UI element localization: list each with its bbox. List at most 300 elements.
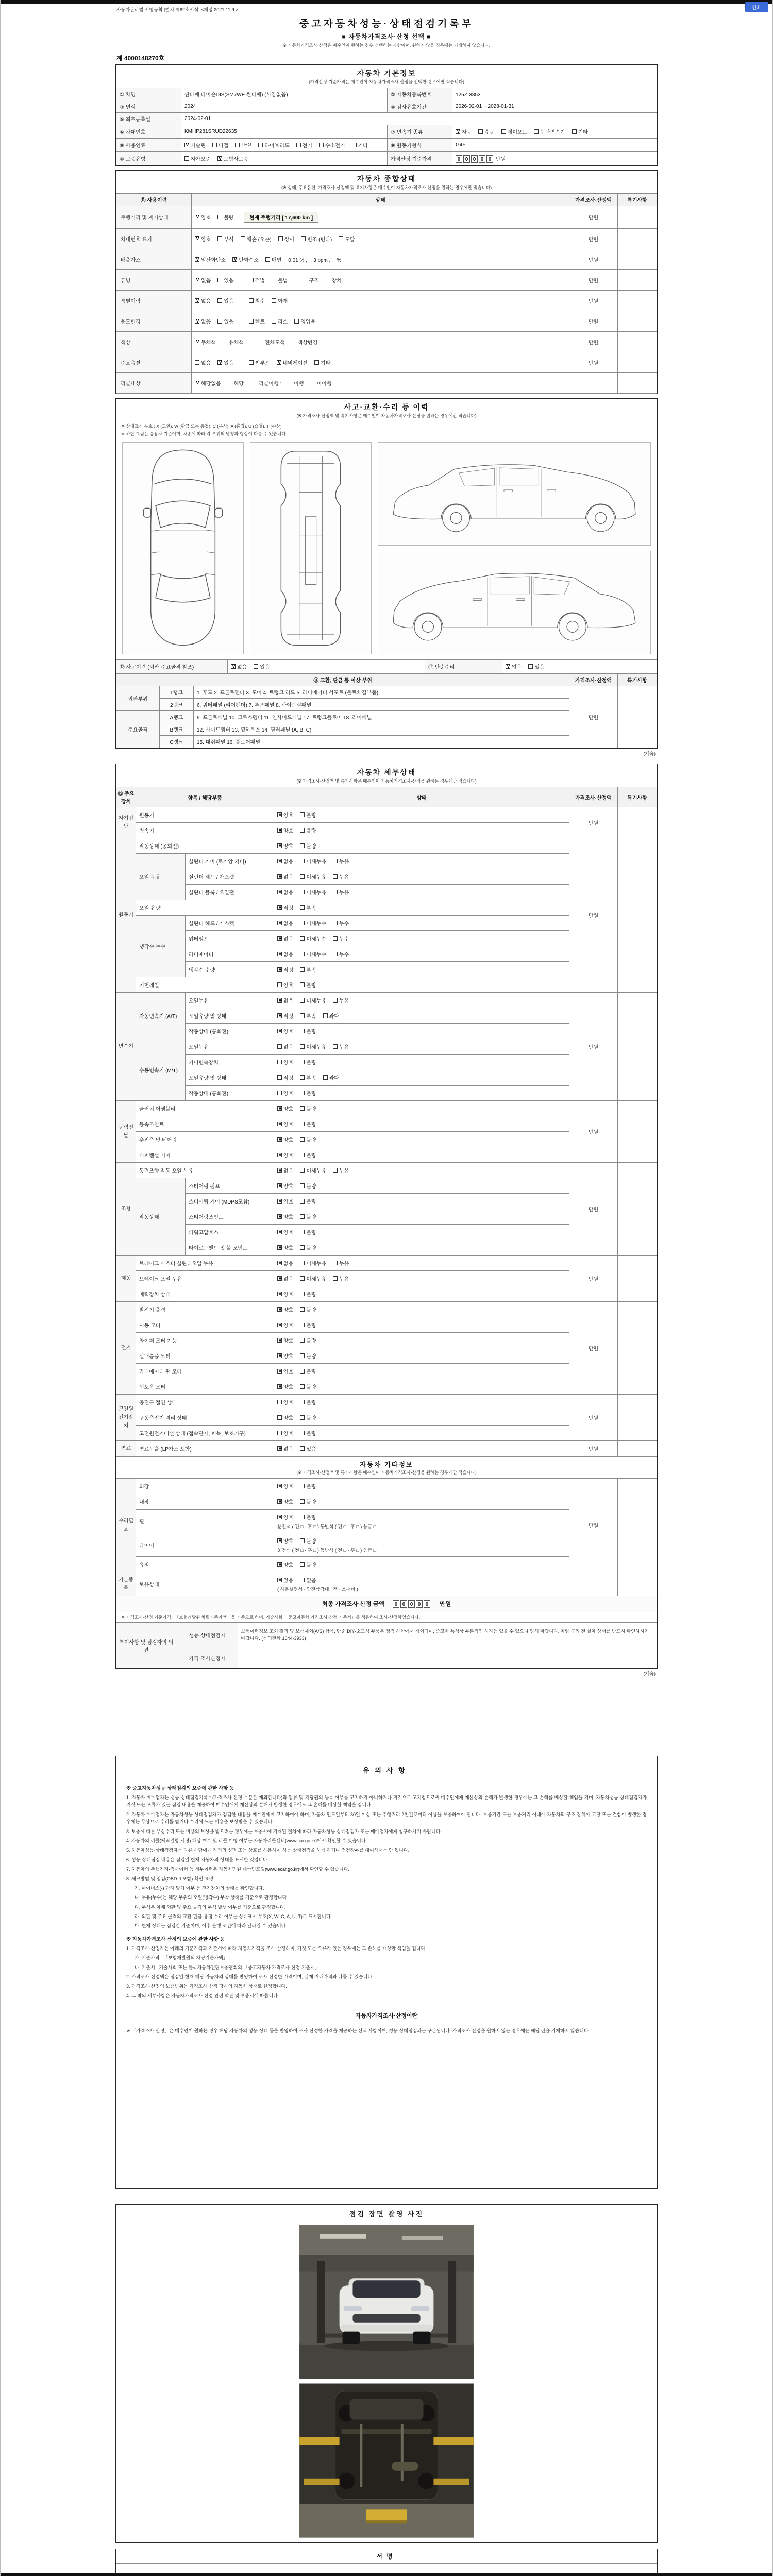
page-edge-bottom	[1, 2573, 772, 2576]
checkbox-option[interactable]	[300, 1306, 316, 1313]
item-label: 작동상태 (공회전)	[186, 1024, 274, 1039]
checkbox-option[interactable]	[277, 1290, 293, 1298]
checkbox-option[interactable]	[300, 965, 316, 973]
checkbox-option[interactable]	[195, 359, 211, 366]
checkbox-option[interactable]	[300, 1259, 326, 1267]
checkbox-icon	[300, 1353, 305, 1358]
status-cell	[274, 1101, 569, 1116]
checkbox-option[interactable]	[277, 1259, 293, 1267]
checkbox-option[interactable]	[506, 663, 522, 670]
checkbox-option[interactable]	[249, 359, 270, 366]
checkbox-icon	[249, 278, 254, 282]
checkbox-option[interactable]	[217, 155, 248, 162]
checkbox-option[interactable]	[212, 141, 228, 149]
price-digit: 0	[424, 1600, 430, 1608]
option-label: 전체도색	[264, 340, 285, 346]
checkbox-option[interactable]	[231, 663, 247, 670]
checkbox-option[interactable]	[300, 1336, 316, 1344]
checkbox-option[interactable]	[300, 1482, 316, 1490]
checkbox-option[interactable]	[300, 1429, 316, 1437]
checkbox-option[interactable]	[277, 996, 293, 1004]
checkbox-option[interactable]	[277, 1151, 293, 1159]
checkbox-option[interactable]	[300, 811, 316, 819]
table-header-row	[116, 787, 657, 807]
checkbox-option[interactable]	[217, 235, 233, 243]
option-label: 훼손 (오손)	[246, 237, 272, 243]
checkbox-option[interactable]	[300, 935, 326, 942]
option-label: 미세누수	[306, 952, 326, 958]
checkbox-option[interactable]	[572, 128, 588, 135]
checkbox-option[interactable]	[195, 235, 211, 243]
usage-history-label: 차대번호 표기	[116, 229, 192, 249]
checkbox-option[interactable]	[277, 888, 293, 896]
notice-paragraph: 2. 가격조사·산정액은 점검일 현재 해당 자동차의 상태를 반영하여 조사·산정한 가격이며, 실제 거래가격과 다를 수 있습니다.	[126, 1974, 374, 1980]
registration-number-value: 125거3853	[452, 88, 657, 100]
checkbox-option[interactable]	[300, 1197, 316, 1205]
option-label: 미세누수	[306, 937, 326, 942]
table-row	[116, 1302, 657, 1317]
checkbox-option[interactable]	[300, 1513, 316, 1521]
option-label: 불량	[306, 1385, 316, 1391]
checkbox-option[interactable]	[300, 1398, 316, 1406]
option-label: 없음	[201, 361, 211, 366]
checkbox-option[interactable]	[277, 919, 293, 927]
exchange-header: ⑭ 교환, 판금 등 이상 부위	[116, 674, 569, 686]
checkbox-option[interactable]	[277, 1197, 293, 1205]
checkbox-option[interactable]	[300, 1321, 316, 1329]
checkbox-icon	[195, 319, 199, 324]
option-label: 기타	[358, 143, 368, 149]
checkbox-option[interactable]	[456, 128, 472, 135]
checkbox-option[interactable]	[223, 338, 244, 346]
checkbox-icon	[300, 1400, 305, 1404]
car-side-view-right-diagram	[383, 557, 646, 649]
checkbox-option[interactable]	[254, 663, 270, 670]
option-label: 불량	[306, 1431, 316, 1437]
checkbox-option[interactable]	[300, 1352, 316, 1360]
item-label: 배력장치 상태	[136, 1286, 274, 1302]
checkbox-option[interactable]	[277, 873, 293, 880]
option-label: 불량	[306, 1107, 316, 1112]
checkbox-option[interactable]	[272, 276, 288, 284]
status-cell	[274, 1132, 569, 1147]
checkbox-option[interactable]	[272, 317, 288, 325]
checkbox-option[interactable]	[277, 1275, 293, 1282]
checkbox-option[interactable]	[232, 256, 259, 263]
checkbox-option[interactable]	[300, 1166, 326, 1174]
remark-cell	[618, 1441, 657, 1456]
checkbox-option[interactable]	[277, 857, 293, 865]
checkbox-option[interactable]	[277, 1398, 293, 1406]
checkbox-icon	[300, 1214, 305, 1219]
price-cell: 만원	[569, 807, 618, 838]
checkbox-option[interactable]	[300, 1182, 316, 1190]
checkbox-option[interactable]	[333, 857, 349, 865]
checkbox-option[interactable]	[249, 317, 265, 325]
checkbox-option[interactable]	[501, 128, 528, 135]
table-row	[116, 100, 657, 113]
checkbox-option[interactable]	[294, 317, 315, 325]
checkbox-option[interactable]	[195, 256, 226, 263]
option-label: 있음	[283, 1578, 294, 1584]
checkbox-option[interactable]	[184, 141, 206, 149]
checkbox-icon	[217, 278, 222, 282]
checkbox-option[interactable]	[300, 1074, 316, 1081]
checkbox-option[interactable]	[300, 1228, 316, 1236]
device-group-label: 자기진단	[116, 807, 136, 838]
accident-history-section	[115, 398, 658, 749]
checkbox-option[interactable]	[277, 904, 293, 911]
table-row	[116, 152, 657, 165]
checkbox-option[interactable]	[277, 1074, 293, 1081]
checkbox-icon	[300, 1338, 305, 1343]
checkbox-option[interactable]	[333, 1275, 349, 1282]
checkbox-option[interactable]	[288, 379, 304, 387]
checkbox-option[interactable]	[300, 981, 316, 989]
item-label: 보유상태	[136, 1572, 274, 1596]
table-row	[116, 206, 657, 229]
checkbox-option[interactable]	[277, 1576, 293, 1584]
checkbox-option[interactable]	[272, 297, 288, 304]
option-label: 양호	[283, 1416, 294, 1421]
usage-history-label: 용도변경	[116, 311, 192, 332]
checkbox-option[interactable]	[277, 1352, 293, 1360]
checkbox-option[interactable]	[352, 141, 368, 149]
checkbox-option[interactable]	[277, 1561, 293, 1568]
checkbox-option[interactable]	[300, 873, 326, 880]
checkbox-option[interactable]	[277, 811, 293, 819]
checkbox-option[interactable]	[277, 1513, 293, 1521]
item-label: 실린더 커버 (로커암 커버)	[186, 854, 274, 869]
checkbox-option[interactable]	[277, 1089, 293, 1097]
option-label: 기타	[578, 130, 588, 135]
option-label: 부족	[306, 906, 316, 911]
checkbox-option[interactable]	[314, 359, 330, 366]
price-cell: 만원	[569, 1256, 618, 1302]
checkbox-option[interactable]	[333, 996, 349, 1004]
checkbox-option[interactable]	[277, 965, 293, 973]
status-cell	[274, 1147, 569, 1163]
checkbox-option[interactable]	[217, 317, 233, 325]
status-cell	[274, 1479, 569, 1494]
item-label: 구동축전지 격리 상태	[136, 1410, 274, 1426]
checkbox-option[interactable]	[195, 317, 211, 325]
checkbox-option[interactable]	[300, 842, 316, 850]
column-header-remarks: 특기사항	[618, 194, 657, 206]
option-label: 수동	[484, 130, 495, 135]
checkbox-option[interactable]	[300, 857, 326, 865]
item-category-label: 냉각수 누수	[136, 916, 186, 977]
device-group-label: 제동	[116, 1256, 136, 1302]
checkbox-option[interactable]	[217, 276, 233, 284]
checkbox-option[interactable]	[217, 297, 233, 304]
checkbox-option[interactable]	[534, 128, 565, 135]
option-label: 자가보증	[191, 157, 211, 162]
option-label: 양호	[283, 1369, 294, 1375]
checkbox-option[interactable]	[277, 1445, 293, 1452]
checkbox-icon	[319, 143, 324, 147]
checkbox-option[interactable]	[277, 1414, 293, 1421]
checkbox-option[interactable]	[228, 379, 244, 387]
usage-history-label: 특별이력	[116, 291, 192, 311]
status-cell	[274, 1008, 569, 1024]
checkbox-option[interactable]	[333, 888, 349, 896]
checkbox-icon	[528, 664, 533, 669]
option-label: 썬루프	[255, 361, 270, 366]
checkbox-option[interactable]	[277, 826, 293, 834]
checkbox-icon	[300, 1044, 305, 1049]
option-label: 없음	[283, 890, 294, 896]
option-label: 변조 (변타)	[307, 237, 332, 243]
checkbox-option[interactable]	[277, 1537, 293, 1545]
comprehensive-table	[116, 193, 657, 394]
checkbox-icon	[212, 143, 217, 147]
checkbox-option[interactable]	[277, 950, 293, 958]
checkbox-option[interactable]	[217, 213, 233, 221]
checkbox-option[interactable]	[333, 873, 349, 880]
checkbox-option[interactable]	[277, 1306, 293, 1313]
checkbox-option[interactable]	[300, 1537, 316, 1545]
checkbox-icon	[277, 1183, 282, 1188]
checkbox-option[interactable]	[478, 128, 494, 135]
checkbox-option[interactable]	[277, 1383, 293, 1391]
checkbox-option[interactable]	[277, 1367, 293, 1375]
checkbox-option[interactable]	[249, 276, 265, 284]
checkbox-option[interactable]	[300, 1012, 316, 1020]
checkbox-icon	[272, 319, 276, 324]
checkbox-icon	[277, 952, 282, 956]
checkbox-option[interactable]	[277, 1321, 293, 1329]
checkbox-option[interactable]	[277, 1182, 293, 1190]
checkbox-option[interactable]	[277, 981, 293, 989]
notice-section-heading: ※ 중고자동차성능·상태점검의 보증에 관한 사항 등	[126, 1786, 234, 1791]
checkbox-icon	[241, 236, 245, 241]
checkbox-option[interactable]	[333, 950, 349, 958]
status-cell	[274, 1333, 569, 1348]
checkbox-option[interactable]	[217, 359, 233, 366]
checkbox-option[interactable]	[184, 155, 211, 162]
checkbox-option[interactable]	[333, 1259, 349, 1267]
option-label: 없음	[201, 319, 211, 325]
checkbox-icon	[300, 952, 305, 956]
checkbox-option[interactable]	[300, 1290, 316, 1298]
checkbox-option[interactable]	[296, 141, 312, 149]
checkbox-icon	[333, 890, 338, 894]
checkbox-option[interactable]	[333, 1166, 349, 1174]
checkbox-option[interactable]	[323, 1074, 339, 1081]
checkbox-option[interactable]	[300, 1120, 316, 1128]
checkbox-option[interactable]	[300, 1043, 326, 1050]
checkbox-option[interactable]	[300, 1244, 316, 1251]
notice-paragraph: 4. 그 밖의 세부사항은 자동차가격조사·산정 관련 약관 및 보증서에 따릅니다.	[126, 1993, 279, 1998]
checkbox-option[interactable]	[277, 1166, 293, 1174]
checkbox-option[interactable]	[333, 935, 349, 942]
checkbox-option[interactable]	[195, 379, 221, 387]
checkbox-option[interactable]	[300, 1105, 316, 1112]
checkbox-option[interactable]	[300, 826, 316, 834]
checkbox-option[interactable]	[319, 141, 345, 149]
field-label-base-price: 가격산정 기준가격	[388, 152, 452, 165]
device-group-label: 기본품목	[116, 1572, 136, 1596]
option-label: 양호	[283, 1060, 294, 1066]
option-label: 누유	[339, 998, 349, 1004]
checkbox-option[interactable]	[300, 888, 326, 896]
item-label: 동력조향 작동 오일 누유	[136, 1163, 274, 1178]
checkbox-option[interactable]	[259, 338, 285, 346]
warranty-options	[181, 152, 388, 165]
option-label: 누유	[339, 859, 349, 865]
checkbox-option[interactable]	[323, 1012, 339, 1020]
checkbox-option[interactable]	[300, 1151, 316, 1159]
car-side-diagrams	[378, 442, 651, 654]
checkbox-option[interactable]	[195, 297, 211, 304]
vin-value: KMHP281SRUD22635	[181, 125, 388, 139]
price-cell: 만원	[569, 838, 618, 993]
checkbox-option[interactable]	[277, 1429, 293, 1437]
photo-section-title: 점검 장면 촬영 사진	[349, 2210, 424, 2218]
checkbox-option[interactable]	[195, 338, 216, 346]
option-label: 무채색	[201, 340, 216, 346]
checkbox-option[interactable]	[277, 359, 308, 366]
rank-label: A랭크	[160, 711, 194, 723]
checkbox-option[interactable]	[277, 1244, 293, 1251]
column-header-item: 항목 / 해당부품	[136, 787, 274, 807]
checkbox-option[interactable]	[300, 1445, 316, 1452]
checkbox-option[interactable]	[249, 297, 265, 304]
checkbox-option[interactable]	[300, 1058, 316, 1066]
checkbox-option[interactable]	[300, 1561, 316, 1568]
table-row	[116, 1623, 657, 1648]
exchange-table-body	[116, 686, 657, 748]
checkbox-icon	[217, 360, 222, 365]
option-label: 양호	[283, 1122, 294, 1128]
checkbox-icon	[277, 1307, 282, 1312]
item-category-label: 오일 누유	[136, 854, 186, 900]
checkbox-option[interactable]	[300, 1275, 326, 1282]
checkbox-option[interactable]	[301, 235, 332, 243]
checkbox-option[interactable]	[300, 1383, 316, 1391]
option-label: 불량	[224, 215, 234, 221]
checkbox-icon	[300, 1199, 305, 1204]
checkbox-option[interactable]	[265, 256, 281, 263]
item-label: 타이로드엔드 및 볼 조인트	[186, 1240, 274, 1256]
checkbox-option[interactable]	[326, 276, 342, 284]
table-row	[116, 1479, 657, 1494]
checkbox-option[interactable]	[277, 1043, 293, 1050]
checkbox-icon	[534, 129, 539, 134]
checkbox-option[interactable]	[311, 379, 332, 387]
checkbox-option[interactable]	[300, 1576, 316, 1584]
checkbox-option[interactable]	[333, 1043, 349, 1050]
item-label: 원동기	[136, 807, 274, 823]
checkbox-option[interactable]	[195, 213, 211, 221]
checkbox-option[interactable]	[300, 1136, 316, 1143]
checkbox-option[interactable]	[278, 235, 294, 243]
checkbox-option[interactable]	[195, 276, 211, 284]
price-cell: 만원	[569, 1302, 618, 1395]
checkbox-icon	[277, 1153, 282, 1157]
checkbox-icon	[254, 664, 258, 669]
checkbox-option[interactable]	[300, 1213, 316, 1221]
checkbox-icon	[272, 298, 276, 303]
checkbox-option[interactable]	[277, 1213, 293, 1221]
item-category-label: 수동변속기 (M/T)	[136, 1039, 186, 1101]
checkbox-option[interactable]	[300, 1027, 316, 1035]
checkbox-option[interactable]	[300, 1089, 316, 1097]
status-cell	[274, 1194, 569, 1209]
option-label: 없음	[306, 1578, 316, 1584]
checkbox-option[interactable]	[300, 919, 326, 927]
checkbox-icon	[300, 1578, 305, 1582]
checkbox-option[interactable]	[528, 663, 544, 670]
checkbox-option[interactable]	[300, 1367, 316, 1375]
option-label: 미세누유	[306, 890, 326, 896]
status-cell	[274, 1557, 569, 1572]
option-label: 미이행	[316, 381, 332, 387]
final-price-row	[116, 1596, 657, 1612]
checkbox-option[interactable]	[292, 338, 318, 346]
checkbox-option[interactable]	[277, 1228, 293, 1236]
item-label: 등속조인트	[136, 1116, 274, 1132]
checkbox-option[interactable]	[277, 1336, 293, 1344]
field-label-transmission: ⑦ 변속기 종류	[388, 125, 452, 139]
final-price-label: 최종 가격조사·산정 금액	[322, 1601, 385, 1607]
checkbox-option[interactable]	[303, 276, 318, 284]
checkbox-option[interactable]	[277, 1012, 293, 1020]
checkbox-option[interactable]	[277, 935, 293, 942]
checkbox-option[interactable]	[277, 1498, 293, 1505]
device-group-label: 수리필요	[116, 1479, 136, 1572]
measured-value: 리콜이행 :	[258, 381, 282, 387]
checkbox-option[interactable]	[277, 1136, 293, 1143]
checkbox-option[interactable]	[277, 842, 293, 850]
checkbox-icon	[277, 1137, 282, 1142]
checkbox-option[interactable]	[277, 1482, 293, 1490]
checkbox-option[interactable]	[300, 950, 326, 958]
exchange-panel-table	[116, 673, 657, 748]
checkbox-option[interactable]	[339, 235, 355, 243]
status-cell	[274, 1395, 569, 1410]
checkbox-option[interactable]	[277, 1058, 293, 1066]
notice-paragraph: 가. 마이너스(-) 단자 탈거 여부 등 전기장치의 상태를 확인합니다.	[135, 1885, 264, 1891]
table-row	[116, 139, 657, 152]
print-button[interactable]: 인쇄	[745, 2, 768, 12]
checkbox-option[interactable]	[258, 141, 289, 149]
checkbox-option[interactable]	[300, 996, 326, 1004]
field-label-engine-type: ⑨ 원동기형식	[388, 139, 452, 152]
remark-cell	[618, 1302, 657, 1395]
checkbox-option[interactable]	[300, 904, 316, 911]
checkbox-option[interactable]	[277, 1105, 293, 1112]
checkbox-option[interactable]	[333, 919, 349, 927]
price-digit: 0	[408, 1600, 415, 1608]
checkbox-option[interactable]	[277, 1120, 293, 1128]
option-label: 양호	[283, 1184, 294, 1190]
checkbox-option[interactable]	[277, 1027, 293, 1035]
checkbox-option[interactable]	[300, 1414, 316, 1421]
usage-history-label: 색상	[116, 332, 192, 352]
option-label: 불량	[306, 1354, 316, 1360]
table-header-row	[116, 674, 657, 686]
option-label: 세미오토	[507, 130, 528, 135]
checkbox-icon	[195, 215, 199, 219]
option-label: 있음	[224, 319, 234, 325]
checkbox-option[interactable]	[241, 235, 272, 243]
checkbox-option[interactable]	[300, 1498, 316, 1505]
checkbox-option[interactable]	[235, 142, 251, 148]
column-header-usage: ⑪ 사용이력	[116, 194, 192, 206]
usage-history-label: 튜닝	[116, 270, 192, 291]
